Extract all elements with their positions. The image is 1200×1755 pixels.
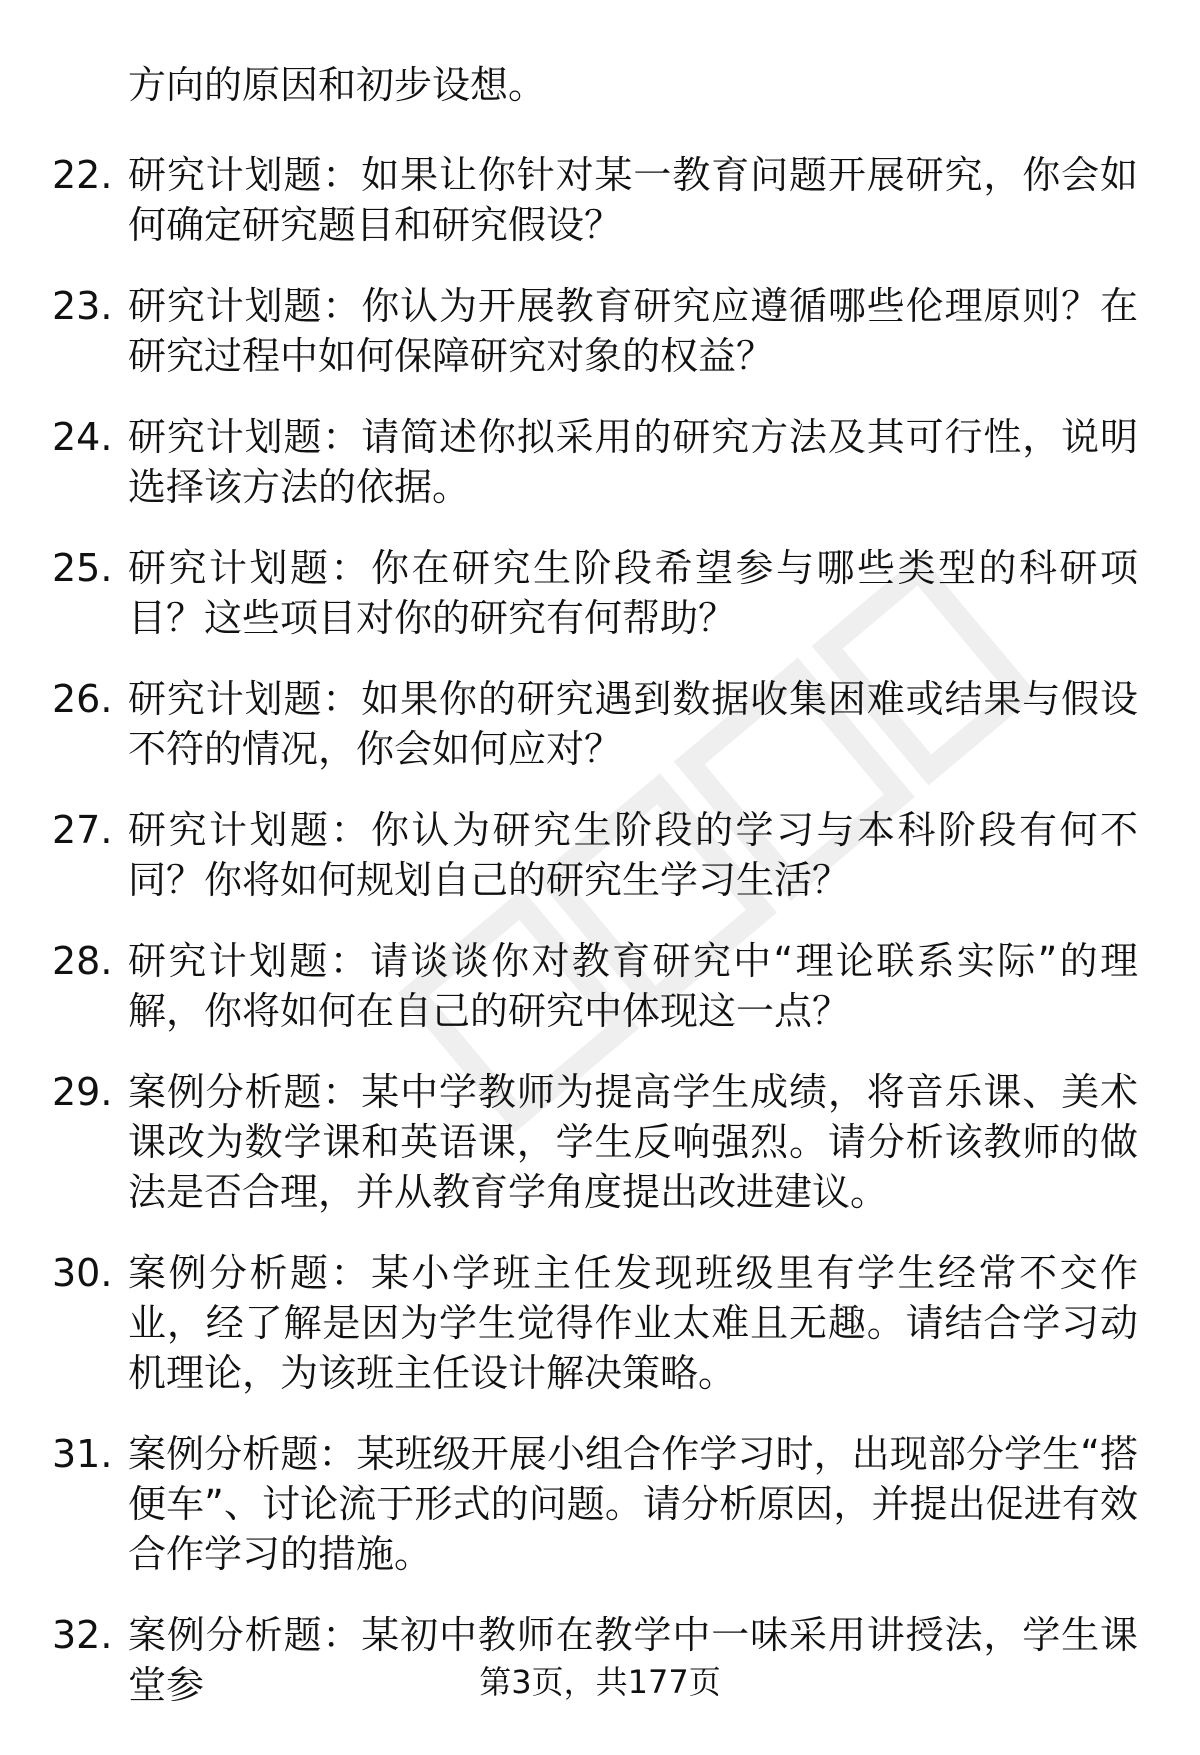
item-text: 研究计划题：请谈谈你对教育研究中“理论联系实际”的理解，你将如何在自己的研究中体现这一点？ bbox=[128, 939, 1138, 1033]
item-number: 25. bbox=[52, 546, 113, 590]
item-text: 案例分析题：某小学班主任发现班级里有学生经常不交作业，经了解是因为学生觉得作业太难且无趣。请结合学习动机理论，为该班主任设计解决策略。 bbox=[128, 1251, 1138, 1395]
item-text: 研究计划题：你在研究生阶段希望参与哪些类型的科研项目？这些项目对你的研究有何帮助？ bbox=[128, 546, 1138, 640]
page-footer: 第3页，共177页 bbox=[479, 1663, 721, 1701]
list-item bbox=[0, 1067, 1200, 1217]
item-text: 研究计划题：如果你的研究遇到数据收集困难或结果与假设不符的情况，你会如何应对？ bbox=[128, 677, 1138, 771]
item-text: 研究计划题：你认为开展教育研究应遵循哪些伦理原则？在研究过程中如何保障研究对象的权益？ bbox=[128, 284, 1138, 378]
list-item bbox=[0, 1429, 1200, 1579]
list-item bbox=[0, 543, 1200, 643]
item-text: 研究计划题：请简述你拟采用的研究方法及其可行性，说明选择该方法的依据。 bbox=[128, 415, 1138, 509]
list-item bbox=[0, 805, 1200, 905]
item-number: 24. bbox=[52, 415, 113, 459]
item-number: 28. bbox=[52, 939, 113, 983]
list-item bbox=[0, 281, 1200, 381]
list-item bbox=[0, 1248, 1200, 1398]
item-text: 研究计划题：你认为研究生阶段的学习与本科阶段有何不同？你将如何规划自己的研究生学习生活？ bbox=[128, 808, 1138, 902]
item-text: 案例分析题：某班级开展小组合作学习时，出现部分学生“搭便车”、讨论流于形式的问题。请分析原因，并提出促进有效合作学习的措施。 bbox=[128, 1432, 1138, 1576]
item-text: 研究计划题：如果让你针对某一教育问题开展研究，你会如何确定研究题目和研究假设？ bbox=[128, 153, 1138, 247]
continuation-text: 方向的原因和初步设想。 bbox=[128, 63, 547, 107]
item-text: 案例分析题：某中学教师为提高学生成绩，将音乐课、美术课改为数学课和英语课，学生反响强烈。请分析该教师的做法是否合理，并从教育学角度提出改进建议。 bbox=[128, 1070, 1138, 1214]
question-list bbox=[0, 150, 1200, 1741]
item-number: 26. bbox=[52, 677, 113, 721]
item-number: 32. bbox=[52, 1613, 113, 1657]
list-item bbox=[0, 412, 1200, 512]
list-item bbox=[0, 936, 1200, 1036]
item-text: 案例分析题：某初中教师在教学中一味采用讲授法，学生课堂参 bbox=[128, 1613, 1138, 1707]
item-number: 29. bbox=[52, 1070, 113, 1114]
item-number: 23. bbox=[52, 284, 113, 328]
item-number: 22. bbox=[52, 153, 113, 197]
list-item bbox=[0, 674, 1200, 774]
list-item bbox=[0, 150, 1200, 250]
item-number: 27. bbox=[52, 808, 113, 852]
item-number: 31. bbox=[52, 1432, 113, 1476]
item-number: 30. bbox=[52, 1251, 113, 1295]
